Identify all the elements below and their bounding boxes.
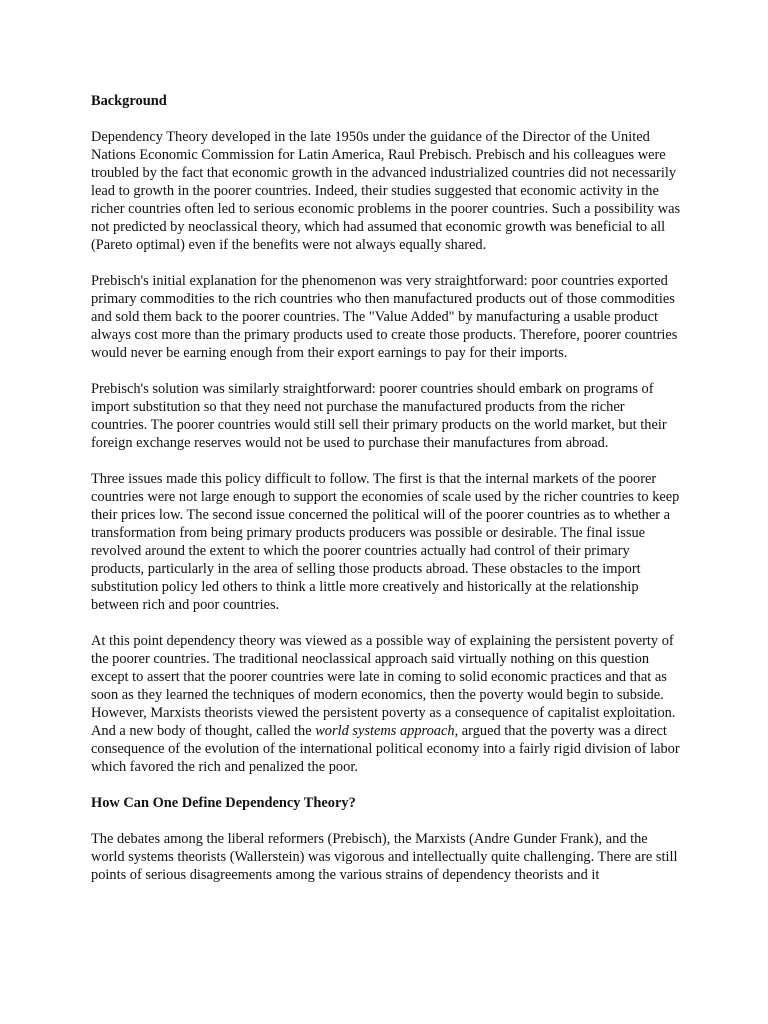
paragraph-1: Dependency Theory developed in the late 1950s under the guidance of the Director of the United Nations Economic Commission for Latin America, Raul Prebisch. Prebisch and his colleagues were troubled by the fact that economic growth in the advanced industrialized countries did not necessarily lead to growth in the poorer countries. Indeed, their studies suggested that economic activity in the richer countries often led to serious economic problems in the poorer countries. Such a possibility was not predicted by neoclassical theory, which had assumed that economic growth was beneficial to all (Pareto optimal) even if the benefits were not always equally shared. bbox=[91, 129, 681, 253]
paragraph-6: The debates among the liberal reformers (Prebisch), the Marxists (Andre Gunder Frank), and the world systems theorists (Wallerstein) was vigorous and intellectually quite challenging. There are still points of serious disagreements among the various strains of dependency theorists and it bbox=[91, 831, 678, 883]
paragraph-5 bbox=[91, 632, 681, 776]
section-heading-define: How Can One Define Dependency Theory? bbox=[91, 795, 356, 811]
paragraph-5-text-a: At this point dependency theory was viewed as a possible way of explaining the persistent poverty of the poorer countries. The traditional neoclassical approach said virtually nothing on this question except to assert that the poorer countries were late in coming to solid economic practices and that as soon as they learned the techniques of modern economics, then the poverty would begin to subside. However, Marxists theorists viewed the persistent poverty as a consequence of capitalist exploitation. And a new body of thought, called the bbox=[91, 633, 676, 739]
document-page bbox=[91, 92, 681, 902]
section-heading-background: Background bbox=[91, 93, 167, 109]
world-systems-approach-term: world systems approach bbox=[315, 723, 455, 739]
paragraph-3: Prebisch's solution was similarly straightforward: poorer countries should embark on programs of import substitution so that they need not purchase the manufactured products from the richer countries. The poorer countries would still sell their primary products on the world market, but their foreign exchange reserves would not be used to purchase their manufactures from abroad. bbox=[91, 381, 667, 451]
paragraph-2: Prebisch's initial explanation for the phenomenon was very straightforward: poor countries exported primary commodities to the rich countries who then manufactured products out of those commodities and sold them back to the poorer countries. The "Value Added" by manufacturing a usable product always cost more than the primary products used to create those products. Therefore, poorer countries would never be earning enough from their export earnings to pay for their imports. bbox=[91, 273, 678, 361]
paragraph-4: Three issues made this policy difficult to follow. The first is that the internal markets of the poorer countries were not large enough to support the economies of scale used by the richer countries to keep their prices low. The second issue concerned the political will of the poorer countries as to whether a transformation from being primary products producers was possible or desirable. The final issue revolved around the extent to which the poorer countries actually had control of their primary products, particularly in the area of selling those products abroad. These obstacles to the import substitution policy led others to think a little more creatively and historically at the relationship between rich and poor countries. bbox=[91, 471, 680, 613]
paragraph-5-text-b: , argued that the poverty was a direct consequence of the evolution of the international political economy into a fairly rigid division of labor which favored the rich and penalized the poor. bbox=[91, 723, 680, 775]
